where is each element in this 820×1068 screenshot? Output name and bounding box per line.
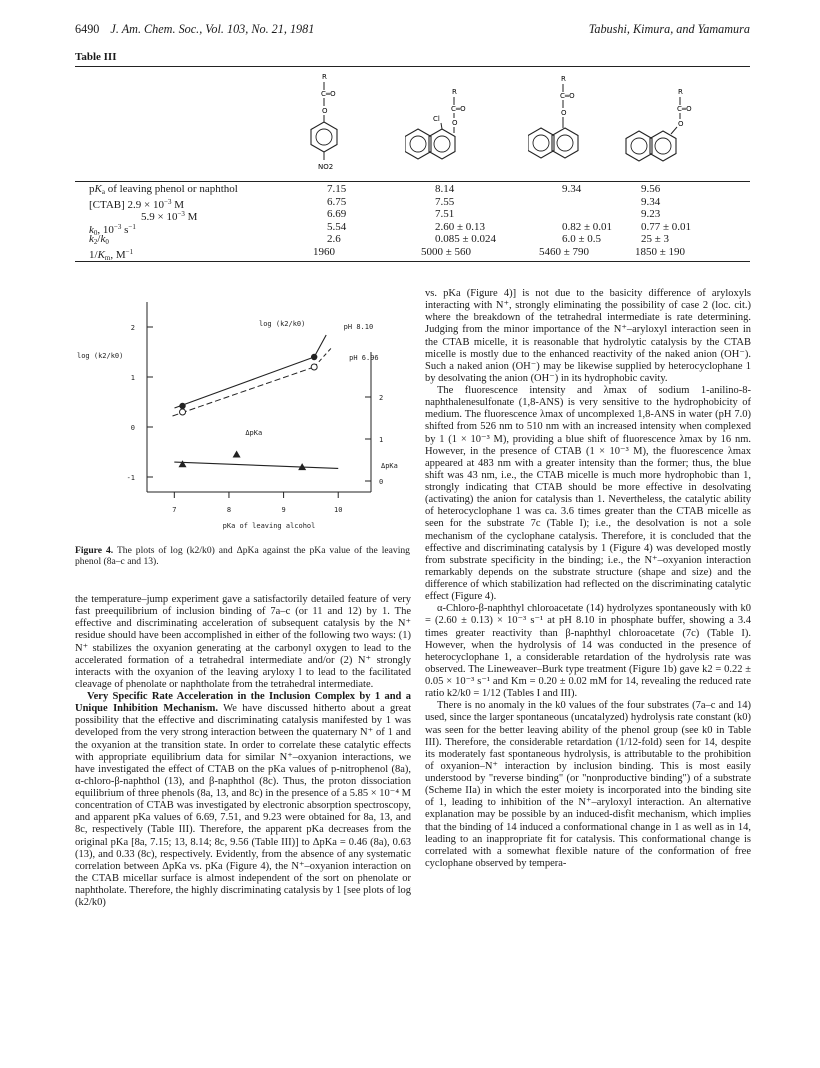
table-cell: 6.69 <box>327 208 347 221</box>
table-cell: 0.77 ± 0.01 <box>641 220 692 233</box>
table-cell: 7.51 <box>435 208 455 221</box>
row-label-pka: $pK_a$ of leaving phenol or naphthol <box>89 183 238 196</box>
structure-carbonyl-label: C═O <box>677 105 692 113</box>
annotation-log-k2-k0: log (k2/k0) <box>259 320 306 328</box>
page-number: 6490 <box>75 22 100 36</box>
paragraph: α-Chloro-β-naphthyl chloroacetate (14) hydrolyzes spontaneously with k0 = (2.60 ± 0.13) × 10⁻³ s⁻¹ at pH 8.10 in phosphate buffer, showing a 3.4 times greater reactivity than β-naphthyl chloroacetate (7c) (Table I). However, when the hydrolysis of 14 was conducted in the presence of heterocyclophane 1, a considerable retardation of the hydrolysis rate was observed. The Lineweaver–Burk type treatment (Figure 1b) gave k2 = 0.22 ± 0.05 × 10⁻³ s⁻¹ and Km = 0.20 ± 0.02 mM for 14, revealing the reduced rate ratio k2/k0 = 1/12 (Tables I and III). <box>425 603 751 700</box>
data-point-ph696 <box>311 364 317 370</box>
data-point-ph696 <box>180 409 186 415</box>
svg-text:O: O <box>561 109 567 117</box>
table-cell: 9.34 <box>562 183 582 195</box>
table-bottom-rule <box>75 261 750 262</box>
figure-4 <box>75 282 410 537</box>
table-cell: 0.82 ± 0.01 <box>562 220 613 233</box>
figure-caption-text: The plots of log (k2/k0) and ΔpKa against the pKa value of the leaving phenol (8a–c and 13). <box>75 545 410 568</box>
svg-text:O: O <box>452 119 458 127</box>
x-tick-label: 7 <box>172 506 177 514</box>
structure-r-label: R <box>322 73 327 81</box>
structure-carbonyl-label: C═O <box>560 92 575 100</box>
structure-r-label: R <box>678 88 683 96</box>
structure-chloro-naphthyl <box>405 85 485 165</box>
data-point-delta-pka <box>179 460 187 467</box>
table-cell: 2.6 <box>327 233 341 246</box>
svg-text:O: O <box>678 120 684 128</box>
table-row <box>75 196 750 209</box>
x-tick-label: 10 <box>334 506 343 514</box>
structure-no2-label: NO2 <box>318 163 334 171</box>
structure-alpha-naphthyl <box>625 85 705 165</box>
structure-carbonyl-label: C═O <box>321 90 336 98</box>
data-table <box>75 183 750 262</box>
figure-caption-label: Figure 4. <box>75 545 114 556</box>
table-cell: 5460 ± 790 <box>539 245 590 258</box>
table-cell: 6.75 <box>327 195 347 208</box>
table-cell: 1960 <box>313 245 335 258</box>
svg-text:O: O <box>322 107 328 115</box>
table-cell: 25 ± 3 <box>641 233 670 246</box>
table-row <box>75 183 750 196</box>
series-line-ph810 <box>175 357 315 408</box>
table-cell: 9.56 <box>641 183 661 195</box>
series-line-delta-pka <box>174 462 338 468</box>
table-cell: 1850 ± 190 <box>635 245 686 258</box>
figure-caption <box>75 545 410 568</box>
row-label-k0: $k_0$, $10^{-3}$ $s^{-1}$ <box>89 222 136 237</box>
y-tick-label-right: 0 <box>379 478 384 486</box>
annotation-delta-pka: ΔpKa <box>245 429 263 437</box>
y-axis-label-left: log (k2/k0) <box>77 352 124 360</box>
table-cell: 7.55 <box>435 195 455 208</box>
structure-r-label: R <box>452 88 457 96</box>
running-head <box>75 22 750 38</box>
annotation-ph-810: pH 8.10 <box>343 323 374 331</box>
structure-r-label: R <box>561 75 566 83</box>
table-cell: 8.14 <box>435 183 455 195</box>
table-cell: 6.0 ± 0.5 <box>562 233 602 246</box>
table-row <box>75 245 750 262</box>
table-cell: 5.54 <box>327 220 347 233</box>
x-tick-label: 8 <box>226 506 232 514</box>
y-tick-label-left: 1 <box>130 374 135 382</box>
data-point-ph810 <box>311 354 317 360</box>
right-column <box>425 288 751 870</box>
y-tick-label-left: -1 <box>126 474 135 482</box>
paragraph <box>75 691 411 909</box>
y-tick-label-left: 2 <box>130 324 135 332</box>
data-point-ph810 <box>179 403 185 409</box>
paragraph: the temperature–jump experiment gave a satisfactorily detailed feature of very fast preequilibrium of inclusion binding of 7a–c (or 11 and 12) by 1. The effective and discriminating acceleration of subsequent catalysis by the N⁺ residue should have been accomplished in either of the following two ways: (1) N⁺ stabilizes the oxyanion generating at the carbonyl oxygen to lead to the accelerated formation of a tetrahedral intermediate and/or (2) N⁺ strongly interacts with the oxyanion of the leaving aryloxy l to lead to the facilitated cleavage of phenolate or naphtholate from the tetrahedral intermediate. <box>75 594 411 690</box>
data-point-delta-pka <box>233 451 241 458</box>
paragraph-text: We have discussed hitherto about a great possibility that the effective and discriminating catalysis manifested by 1 was developed from the very strong interaction between the quaternary N⁺ of 1 and the oxyanion at the transition state. In order to correlate these catalytic effects with appropriate equilibrium data for similar N⁺–oxyanion interactions, we have investigated the effect of CTAB on the pKa values of p-nitrophenol (8a), α-chloro-β-naphthol (13), and β-naphthol (8c). Thus, the proton dissociation equilibrium of three phenols (8a, 13, and 8c) in the presence of a 5.85 × 10⁻⁴ M concentration of CTAB was investigated by electronic absorption spectroscopy, and apparent pKa values of 6.69, 7.51, and 9.23 were obtained for 8a, 13, and 8c, respectively (Table III). Therefore, the apparent pKa decreases from the original pKa [8a, 7.15; 13, 8.14; 8c, 9.56 (Table III)] to ΔpKa = 0.46 (8a), 0.63 (13), and 0.33 (8c), respectively. Evidently, from the absence of any systematic correlation between ΔpKa vs. pKa (Figure 4), the N⁺–oxyanion interaction on the CTAB micellar surface is almost independent of the sort on phenolate or naphtholate. Therefore, the highly discriminating catalysis by 1 [see plots of log (k2/k0) <box>75 703 412 909</box>
y-tick-label-right: 1 <box>379 436 384 444</box>
table-row <box>75 220 750 237</box>
x-axis-label: pKa of leaving alcohol <box>222 522 316 530</box>
paragraph: The fluorescence intensity and λmax of sodium 1-anilino-8-naphthalenesulfonate (1,8-ANS) is very sensitive to the hydrophobicity of medium. The fluorescence λmax of uncomplexed 1,8-ANS in water (pH 7.0) shifted from 526 nm to 510 nm with an increased intensity when complexed by 1 (1 × 10⁻³ M), providing a blue shift of fluorescence λmax by 16 nm. However, in the presence of CTAB (1 × 10⁻³ M), the fluorescence λmax appeared at 483 nm with a greater intensity than the former; thus, the blue shift was 43 nm, i.e., the CTAB micelle is much more hydrophobic than 1, strongly indicating that CTAB should be more effective in desolvating (activating) the anion for catalysis than 1. Nevertheless, the catalytic ability of heterocyclophane 1 was ca. 3.6 times greater than the CTAB micelle as seen for the substrate 7c (Table I); i.e., the desolvation is not a sole mechanism of the cyclophane catalysis. Therefore, it is concluded that the effective and discriminating catalysis by 1 (Figure 4) was developed mostly from substrate specificity in the binding; i.e., the N⁺–oxyanion interaction remarkably depends on the substrate structure (shape and size) and the difference of which stabilization had reflected on the discriminating catalytic effect (Figure 4). <box>425 385 751 603</box>
series-line-ph696 <box>173 367 315 416</box>
left-column <box>75 594 411 909</box>
section-heading: Very Specific Rate Acceleration in the Inclusion Complex by 1 and a Unique Inhibition Mechanism. <box>75 691 411 715</box>
y-tick-label-right: 2 <box>379 394 384 402</box>
row-label-k2-k0: $k_2/k_0$ <box>89 233 109 247</box>
paragraph: vs. pKa (Figure 4)] is not due to the basicity difference of aryloxyls interacting with N⁺, strongly eliminating the possibility of case 2 (loc. cit.) where the breakdown of the tetrahedral intermediate is rate determining. Judging from the minor importance of the N⁺–aryloxyl interaction seen in the CTAB micelle, it is reasonable that hydrolytic catalysis by the CTAB micelle is mostly due to the enhanced reactivity of the naked anion (OH⁻). Such a naked anion (OH⁻) may be likewise supplied by heterocyclophane 1 by desolvating the anion (OH⁻) in its hydrophobic cavity. <box>425 288 751 384</box>
structure-carbonyl-label: C═O <box>451 105 466 113</box>
structure-beta-naphthyl <box>528 72 598 172</box>
y-axis-label-right: ΔpKa <box>381 462 398 470</box>
table-cell: 9.23 <box>641 208 661 221</box>
series-line-ph810-steep <box>314 335 326 357</box>
structure-cl-label: Cl <box>433 115 440 123</box>
table-top-rule <box>75 66 750 67</box>
figure-4-plot <box>75 282 410 537</box>
row-label-km: $1/K_m$, $M^{-1}$ <box>89 247 134 262</box>
running-head-left <box>75 22 314 37</box>
x-tick-label: 9 <box>281 506 286 514</box>
table-row <box>75 208 750 224</box>
author-names: Tabushi, Kimura, and Yamamura <box>588 22 750 36</box>
row-label-ctab-low: [CTAB] $2.9 \times 10^{-3}$ M <box>89 197 184 211</box>
table-header-rule <box>75 181 750 182</box>
table-title: Table III <box>75 51 117 63</box>
journal-citation: J. Am. Chem. Soc., Vol. 103, No. 21, 1981 <box>110 22 315 36</box>
table-cell: 2.60 ± 0.13 <box>435 220 486 233</box>
row-label-ctab-high: $5.9 \times 10^{-3}$ M <box>141 210 198 224</box>
table-cell: 0.085 ± 0.024 <box>435 233 497 246</box>
table-cell: 5000 ± 560 <box>421 245 472 258</box>
structure-p-nitrophenyl <box>300 70 360 182</box>
table-cell: 7.15 <box>327 183 347 195</box>
y-tick-label-left: 0 <box>130 424 135 432</box>
table-cell: 9.34 <box>641 195 661 208</box>
paragraph: There is no anomaly in the k0 values of the four substrates (7a–c and 14) used, since the larger spontaneous (uncatalyzed) hydrolysis rate constant (k0) was seen for the better leaving ability of the phenol group (see k0 in Table III). Therefore, the considerable retardation (1/12-fold) seen for 14, despite its moderately fast spontaneous hydrolysis, is attributable to the prohibition of oxyanion–N⁺ interaction by inclusion binding. This is most easily understood by "reverse binding" (or "nonproductive binding") of a substrate (Scheme IIa) in which the ester moiety is incorporated into the binding site of 1, leading to inhibition of the N⁺–aryloxyl interaction. An alternative explanation may be possible by an induced-disfit mechanism, which implies that the binding of 14 induced a conformational change in 1 as well as in 14, leading to an inappropriate fit for catalysis. This conformational change is correlated with a somewhat flexible nature of the conformation of free cyclophane observed by tempera- <box>425 700 751 869</box>
annotation-ph-696: pH 6.96 <box>349 354 379 362</box>
table-row <box>75 233 750 246</box>
